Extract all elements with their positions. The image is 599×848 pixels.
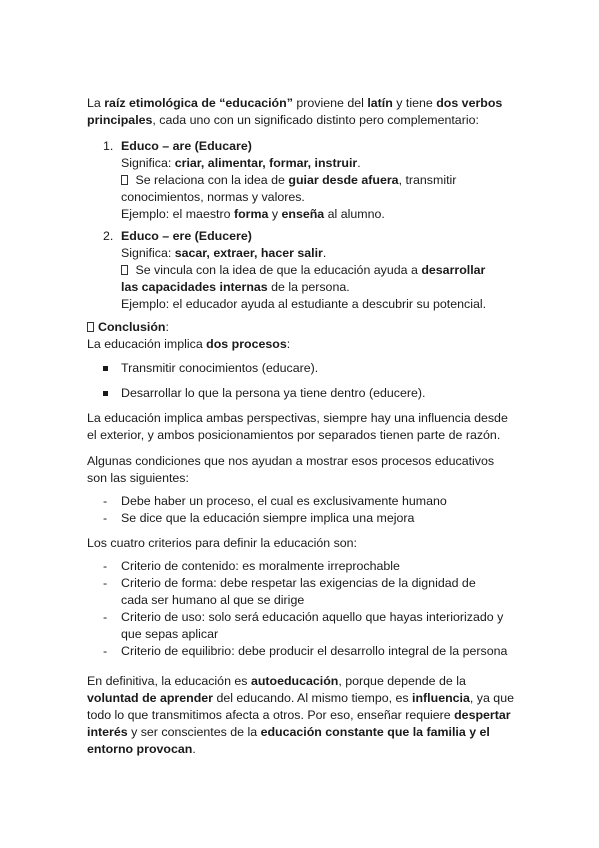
item-example: Ejemplo: el educador ayuda al estudiante a descubrir su potencial.: [121, 297, 487, 311]
item-title: Educo – ere (Educere): [121, 229, 252, 243]
item-meaning: Significa: sacar, extraer, hacer salir.: [121, 246, 327, 260]
checkbox-glyph-icon: [121, 265, 128, 275]
item-example: Ejemplo: el maestro forma y enseña al alumno.: [121, 207, 385, 221]
intro-bold-latin: latín: [367, 96, 393, 110]
list-item: Desarrollar lo que la persona ya tiene dentro (educere).: [121, 386, 426, 400]
list-item: Criterio de contenido: es moralmente irreprochable: [121, 559, 400, 573]
bullet-icon: [103, 391, 108, 396]
bullet-icon: [103, 366, 108, 371]
intro-bold-verbs: dos verbos principales: [87, 96, 503, 127]
list-item: Debe haber un proceso, el cual es exclusivamente humano: [121, 494, 447, 508]
list-item: Criterio de equilibrio: debe producir el desarrollo integral de la persona: [121, 644, 508, 658]
item-note: Se relaciona con la idea de guiar desde afuera, transmitir conocimientos, normas y valores.: [121, 173, 457, 204]
dash-marker: -: [103, 576, 108, 590]
item-meaning: Significa: criar, alimentar, formar, instruir.: [121, 156, 361, 170]
dash-marker: -: [103, 559, 108, 573]
list-item: Transmitir conocimientos (educare).: [121, 361, 319, 375]
item-number: 2.: [103, 229, 114, 243]
intro-text: La: [87, 96, 105, 110]
intro-text: proviene del: [292, 96, 368, 110]
dash-marker: -: [103, 511, 108, 525]
final-paragraph: En definitiva, la educación es autoeducación, porque depende de la voluntad de aprender del educando. Al mismo tiempo, es influencia, ya que todo lo que transmitimos afecta a otros. Por eso, enseñar requiere despertar interés y ser conscientes de la educación constante que la familia y el entorno provocan.: [87, 674, 514, 756]
list-item: Criterio de forma: debe respetar las exigencias de la dignidad de cada ser humano al que se dirige: [121, 576, 476, 607]
criteria-intro: Los cuatro criterios para definir la educación son:: [87, 536, 357, 550]
conclusion-text: La educación implica dos procesos:: [87, 337, 291, 351]
list-item: Criterio de uso: solo será educación aquello que hayas interiorizado y que sepas aplicar: [121, 610, 504, 641]
conclusion-heading: Conclusión:: [87, 319, 517, 336]
list-item: Se dice que la educación siempre implica una mejora: [121, 511, 415, 525]
checkbox-glyph-icon: [121, 175, 128, 185]
intro-text: y tiene: [392, 96, 437, 110]
intro-text: , cada uno con un significado distinto pero complementario:: [152, 113, 479, 127]
item-note: Se vincula con la idea de que la educación ayuda a desarrollar las capacidades internas de la persona.: [121, 263, 486, 294]
dash-marker: -: [103, 644, 108, 658]
item-body: [121, 228, 521, 313]
item-title: Educo – are (Educare): [121, 139, 252, 153]
checkbox-glyph-icon: [87, 322, 94, 332]
perspectives-paragraph: La educación implica ambas perspectivas, siempre hay una influencia desde el exterior, y ambos posicionamientos por separados tienen parte de razón.: [87, 411, 508, 442]
conditions-intro: Algunas condiciones que nos ayudan a mostrar esos procesos educativos son las siguientes:: [87, 454, 495, 485]
dash-marker: -: [103, 610, 108, 624]
item-number: 1.: [103, 139, 114, 153]
intro-bold-etymology: raíz etimológica de “educación”: [104, 96, 293, 110]
item-body: [121, 138, 521, 223]
dash-marker: -: [103, 494, 108, 508]
intro-paragraph: [87, 95, 517, 129]
